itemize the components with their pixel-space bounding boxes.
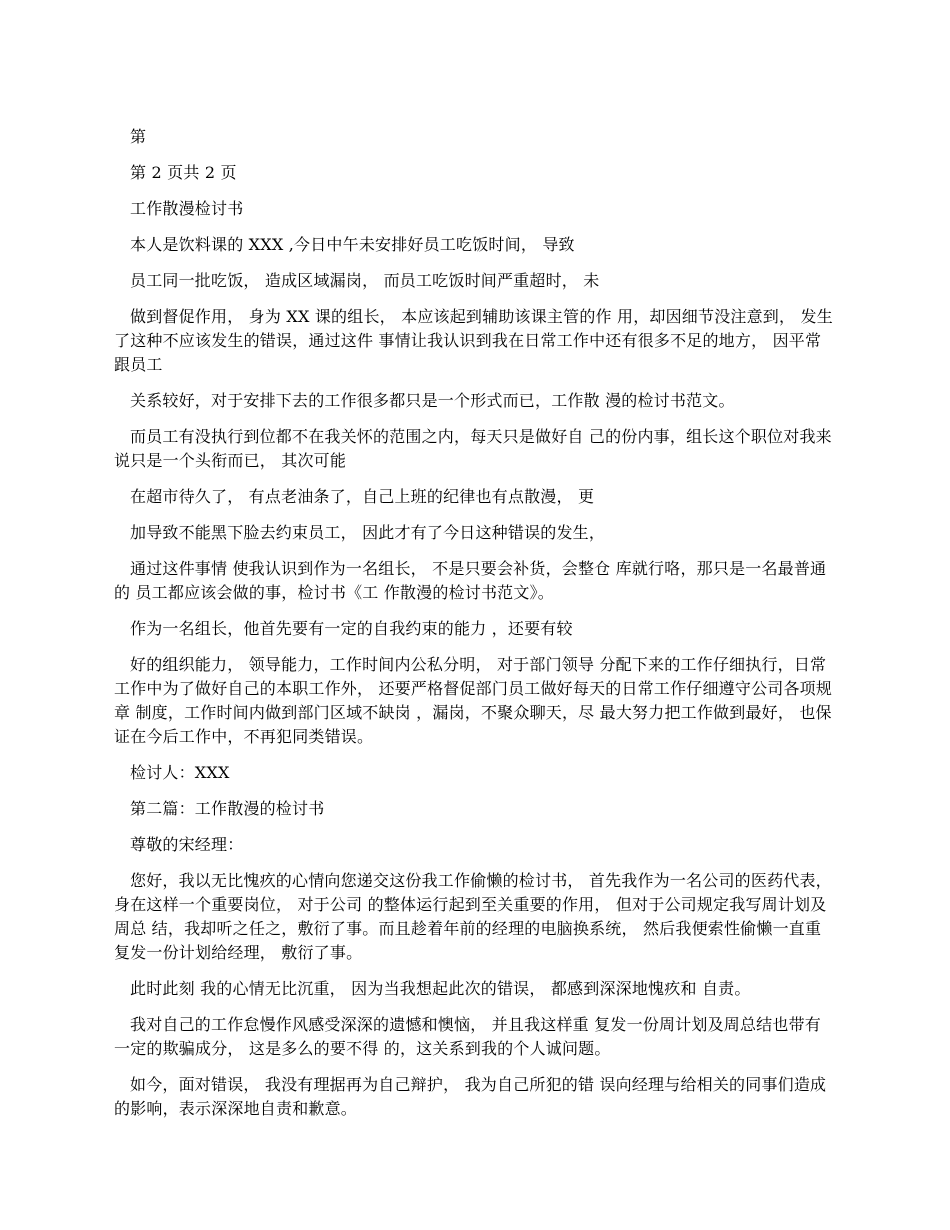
paragraph: 我对自己的工作怠慢作风感受深深的遗憾和懊恼， 并且我这样重 复发一份周计划及周总结也带有一定的欺骗成分， 这是多么的要不得 的，这关系到我的个人诚问题。 (114, 1015, 821, 1058)
paragraph: 作为一名组长，他首先要有一定的自我约束的能力 ，还要有较 (130, 619, 573, 638)
document-title: 工作散漫检讨书 (130, 199, 244, 218)
paragraph: 此时此刻 我的心情无比沉重， 因为当我想起此次的错误， 都感到深深地愧疚和 自责。 (130, 979, 751, 998)
paragraph: 本人是饮料课的 XXX ,今日中午未安排好员工吃饭时间， 导致 (130, 235, 575, 254)
paragraph: 关系较好，对于安排下去的工作很多都只是一个形式而已，工作散 漫的检讨书范文。 (130, 391, 735, 410)
paragraph: 在超市待久了， 有点老油条了，自己上班的纪律也有点散漫， 更 (130, 487, 595, 506)
salutation: 尊敬的宋经理： (130, 835, 244, 854)
paragraph: 通过这件事情 使我认识到作为一名组长， 不是只要会补货，会整仓 库就行咯，那只是一名最普通的 员工都应该会做的事，检讨书《工 作散漫的检讨书范文》。 (114, 559, 827, 602)
paragraph: 而员工有没执行到位都不在我关怀的范围之内，每天只是做好自 己的份内事，组长这个职位对我来说只是一个头衔而已， 其次可能 (114, 427, 832, 470)
header-fragment: 第 (130, 127, 147, 146)
paragraph: 做到督促作用， 身为 XX 课的组长， 本应该起到辅助该课主管的作 用，却因细节没注意到， 发生了这种不应该发生的错误，通过这件 事情让我认识到我在日常工作中还有很多不足的地方， 因平常跟员工 (114, 307, 833, 374)
paragraph: 您好，我以无比愧疚的心情向您递交这份我工作偷懒的检讨书， 首先我作为一名公司的医药代表， 身在这样一个重要岗位， 对于公司 的整体运行起到至关重要的作用， 但对于公司规定我写周计划及周总 结，我却听之任之，敷衍了事。而且趁着年前的经理的电脑换系统， 然后我便索性偷懒一直重复发一份计划给经理， 敷衍了事。 (114, 871, 832, 962)
page-indicator: 第 2 页共 2 页 (130, 163, 237, 182)
reviewer-signature: 检讨人：XXX (130, 763, 230, 782)
paragraph: 员工同一批吃饭， 造成区域漏岗， 而员工吃饭时间严重超时， 未 (130, 271, 600, 290)
paragraph: 加导致不能黑下脸去约束员工， 因此才有了今日这种错误的发生， (130, 523, 606, 542)
document-page (114, 125, 836, 1133)
paragraph: 如今，面对错误， 我没有理据再为自己辩护， 我为自己所犯的错 误向经理与给相关的同事们造成的影响，表示深深地自责和歉意。 (114, 1075, 827, 1118)
section-heading: 第二篇：工作散漫的检讨书 (130, 799, 325, 818)
paragraph: 好的组织能力， 领导能力，工作时间内公私分明， 对于部门领导 分配下来的工作仔细执行，日常工作中为了做好自己的本职工作外， 还要严格督促部门员工做好每天的日常工作仔细遵守公司各项规章 制度，工作时间内做到部门区域不缺岗 ，漏岗，不聚众聊天，尽 最大努力把工作做到最好， 也保证在今后工作中，不再犯同类错误。 (114, 655, 833, 746)
